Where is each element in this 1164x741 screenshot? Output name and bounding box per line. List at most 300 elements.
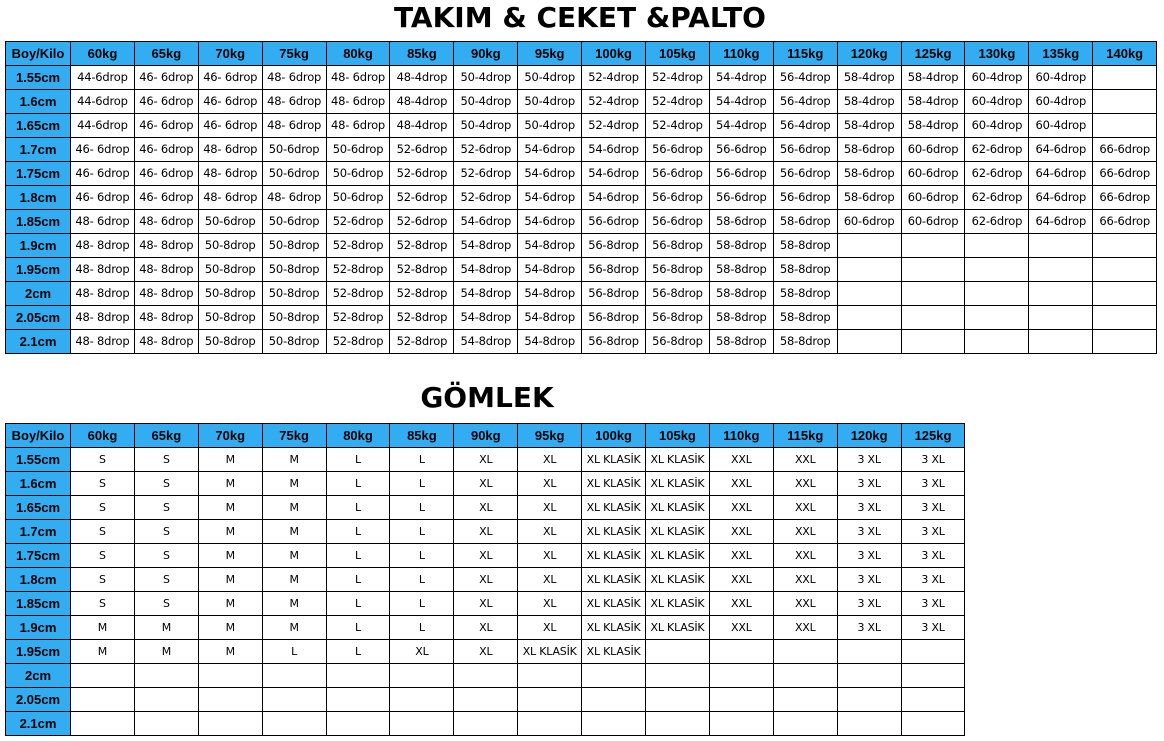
size-cell: 54-6drop [582, 162, 646, 186]
size-cell: XL [518, 616, 582, 640]
size-cell: XL [518, 544, 582, 568]
size-cell [901, 234, 965, 258]
size-cell: 50-8drop [198, 258, 262, 282]
size-cell: 48- 8drop [71, 258, 135, 282]
suit-table-header-row [6, 42, 1157, 66]
size-cell: 50-8drop [262, 258, 326, 282]
weight-header: 60kg [71, 424, 135, 448]
size-cell [390, 664, 454, 688]
size-cell: 56-8drop [646, 258, 710, 282]
size-cell: 50-6drop [262, 162, 326, 186]
size-cell: 3 XL [837, 496, 901, 520]
height-header: 1.6cm [6, 472, 71, 496]
weight-header: 80kg [326, 42, 390, 66]
size-cell: 50-8drop [198, 306, 262, 330]
size-cell: 56-8drop [582, 282, 646, 306]
shirt-size-table [5, 423, 965, 736]
size-cell: S [71, 568, 135, 592]
size-cell: 46- 6drop [198, 114, 262, 138]
size-cell [965, 306, 1029, 330]
weight-header: 115kg [773, 42, 837, 66]
size-cell: XL KLASİK [518, 640, 582, 664]
size-cell: 56-6drop [582, 210, 646, 234]
size-cell: 52-6drop [454, 138, 518, 162]
size-cell: XL KLASİK [646, 568, 710, 592]
size-cell: XL [454, 544, 518, 568]
size-cell: 62-6drop [965, 186, 1029, 210]
size-cell: 50-8drop [262, 282, 326, 306]
size-cell: 3 XL [837, 520, 901, 544]
size-cell: M [262, 520, 326, 544]
size-cell: 3 XL [837, 568, 901, 592]
size-cell [709, 688, 773, 712]
size-cell: 48- 6drop [134, 210, 198, 234]
table-row [6, 114, 1157, 138]
size-cell: 46- 6drop [134, 114, 198, 138]
size-cell: L [390, 496, 454, 520]
size-cell [837, 234, 901, 258]
size-cell: S [134, 544, 198, 568]
size-cell: 3 XL [901, 568, 965, 592]
weight-header: 95kg [518, 424, 582, 448]
size-cell: 56-4drop [773, 66, 837, 90]
size-cell: 58-8drop [773, 306, 837, 330]
size-cell: 46- 6drop [71, 138, 135, 162]
size-cell: 58-4drop [837, 114, 901, 138]
size-cell [901, 688, 965, 712]
size-cell [901, 712, 965, 736]
size-cell: XL [454, 592, 518, 616]
size-cell: L [390, 472, 454, 496]
size-cell: M [198, 640, 262, 664]
size-cell: 48- 8drop [134, 282, 198, 306]
size-cell [965, 282, 1029, 306]
size-cell: 48- 6drop [262, 66, 326, 90]
size-cell: L [326, 496, 390, 520]
size-cell: 54-8drop [454, 330, 518, 354]
height-header: 1.95cm [6, 640, 71, 664]
size-cell: 50-6drop [262, 138, 326, 162]
size-cell: 54-6drop [518, 186, 582, 210]
size-cell [1093, 282, 1157, 306]
size-cell: XL KLASİK [646, 472, 710, 496]
weight-header: 110kg [709, 424, 773, 448]
size-cell: XXL [709, 496, 773, 520]
size-cell: 56-8drop [582, 330, 646, 354]
size-cell: 50-4drop [454, 90, 518, 114]
size-cell: 54-8drop [518, 282, 582, 306]
size-cell [1029, 234, 1093, 258]
size-cell [837, 306, 901, 330]
size-cell: 54-8drop [518, 258, 582, 282]
size-cell [773, 688, 837, 712]
size-cell: 60-4drop [1029, 90, 1093, 114]
size-cell: L [390, 544, 454, 568]
size-cell [901, 330, 965, 354]
size-cell: 3 XL [901, 592, 965, 616]
size-cell: M [198, 616, 262, 640]
size-cell: 3 XL [901, 544, 965, 568]
size-cell: 48- 8drop [134, 258, 198, 282]
weight-header: 70kg [198, 42, 262, 66]
size-cell: 50-6drop [326, 162, 390, 186]
size-cell [646, 664, 710, 688]
height-header: 2.05cm [6, 688, 71, 712]
size-cell [773, 664, 837, 688]
size-cell: 50-6drop [262, 210, 326, 234]
size-cell: XL [518, 520, 582, 544]
height-header: 1.65cm [6, 114, 71, 138]
weight-header: 105kg [646, 424, 710, 448]
size-cell: M [198, 592, 262, 616]
size-cell: 54-6drop [518, 210, 582, 234]
size-cell [1029, 306, 1093, 330]
size-cell: XXL [773, 448, 837, 472]
size-cell: 48-4drop [390, 66, 454, 90]
size-cell [518, 664, 582, 688]
size-cell: M [262, 448, 326, 472]
height-header: 1.7cm [6, 520, 71, 544]
height-header: 1.75cm [6, 544, 71, 568]
size-cell: 52-8drop [390, 234, 454, 258]
height-header: 1.85cm [6, 210, 71, 234]
size-cell: L [326, 544, 390, 568]
size-cell: 50-6drop [326, 138, 390, 162]
height-header: 1.7cm [6, 138, 71, 162]
size-cell: 56-8drop [582, 234, 646, 258]
size-cell: XL [454, 520, 518, 544]
size-cell: XL [454, 448, 518, 472]
size-cell: 52-8drop [390, 330, 454, 354]
size-cell: 56-6drop [646, 186, 710, 210]
size-cell: 66-6drop [1093, 186, 1157, 210]
size-cell: 52-4drop [646, 90, 710, 114]
size-cell: L [326, 640, 390, 664]
size-cell: M [262, 544, 326, 568]
suit-size-table [5, 41, 1157, 354]
size-cell: XL KLASİK [582, 568, 646, 592]
weight-header: 70kg [198, 424, 262, 448]
weight-header: 125kg [901, 424, 965, 448]
size-cell: 48- 8drop [71, 282, 135, 306]
size-cell: XL KLASİK [582, 616, 646, 640]
size-cell: 54-8drop [454, 282, 518, 306]
size-cell: L [326, 568, 390, 592]
table-row [6, 472, 965, 496]
size-cell: 48-4drop [390, 90, 454, 114]
size-cell: 60-4drop [965, 66, 1029, 90]
size-cell: 50-6drop [198, 210, 262, 234]
size-cell: 50-8drop [262, 306, 326, 330]
table-row [6, 162, 1157, 186]
size-cell [837, 330, 901, 354]
size-cell: 54-6drop [518, 162, 582, 186]
size-cell: 60-4drop [965, 90, 1029, 114]
size-cell: S [134, 496, 198, 520]
size-cell: XL KLASİK [646, 592, 710, 616]
size-cell: 52-4drop [646, 66, 710, 90]
size-cell: 56-8drop [646, 330, 710, 354]
size-cell: 52-8drop [326, 234, 390, 258]
size-cell: M [198, 472, 262, 496]
size-cell: XL [390, 640, 454, 664]
size-cell: XL [518, 592, 582, 616]
size-cell: XL [454, 472, 518, 496]
size-cell: 48- 6drop [262, 186, 326, 210]
size-cell: XL KLASİK [582, 520, 646, 544]
size-cell: 54-8drop [454, 258, 518, 282]
height-header: 1.9cm [6, 616, 71, 640]
size-cell: XL KLASİK [646, 520, 710, 544]
size-cell [1093, 66, 1157, 90]
size-cell: XL KLASİK [582, 472, 646, 496]
size-cell [326, 712, 390, 736]
size-cell: 3 XL [901, 496, 965, 520]
size-cell [134, 712, 198, 736]
size-cell: 3 XL [901, 520, 965, 544]
size-cell: XL KLASİK [582, 544, 646, 568]
size-cell: M [198, 520, 262, 544]
size-cell: M [198, 496, 262, 520]
size-cell: 52-8drop [326, 282, 390, 306]
weight-header: 115kg [773, 424, 837, 448]
size-cell: 58-4drop [837, 66, 901, 90]
weight-header: 80kg [326, 424, 390, 448]
size-cell: 50-8drop [198, 234, 262, 258]
size-cell: XXL [709, 616, 773, 640]
table-row [6, 66, 1157, 90]
size-cell: 46- 6drop [134, 186, 198, 210]
size-cell: S [71, 520, 135, 544]
weight-header: 100kg [582, 42, 646, 66]
size-cell: 50-4drop [518, 90, 582, 114]
size-cell: XL KLASİK [646, 616, 710, 640]
size-cell: 60-6drop [901, 162, 965, 186]
size-cell: XL KLASİK [582, 640, 646, 664]
size-cell [198, 688, 262, 712]
size-cell [518, 688, 582, 712]
size-cell: L [262, 640, 326, 664]
size-cell: 52-4drop [582, 66, 646, 90]
size-cell: 66-6drop [1093, 162, 1157, 186]
size-cell: 58-8drop [709, 282, 773, 306]
size-cell [454, 664, 518, 688]
size-cell: 50-4drop [518, 66, 582, 90]
size-cell: 64-6drop [1029, 162, 1093, 186]
size-cell: 52-6drop [454, 162, 518, 186]
size-cell: XL [518, 448, 582, 472]
size-cell: XXL [709, 592, 773, 616]
height-header: 1.75cm [6, 162, 71, 186]
size-cell: XXL [709, 520, 773, 544]
size-cell: 56-6drop [773, 162, 837, 186]
size-cell: 58-6drop [837, 186, 901, 210]
table-row [6, 664, 965, 688]
size-cell [326, 688, 390, 712]
size-cell: L [390, 568, 454, 592]
size-cell: 54-4drop [709, 90, 773, 114]
size-cell: 64-6drop [1029, 138, 1093, 162]
size-cell: 56-8drop [582, 306, 646, 330]
size-cell: 52-8drop [326, 306, 390, 330]
size-cell [901, 640, 965, 664]
size-cell [965, 258, 1029, 282]
size-cell: 3 XL [901, 616, 965, 640]
size-cell: 58-4drop [901, 90, 965, 114]
table-row [6, 282, 1157, 306]
size-cell [901, 282, 965, 306]
size-cell: 3 XL [901, 472, 965, 496]
corner-header: Boy/Kilo [6, 42, 71, 66]
size-cell: 58-8drop [773, 282, 837, 306]
size-cell [326, 664, 390, 688]
weight-header: 75kg [262, 424, 326, 448]
size-cell: 66-6drop [1093, 138, 1157, 162]
size-cell [1093, 114, 1157, 138]
size-cell: XL [454, 496, 518, 520]
size-cell: 54-8drop [518, 234, 582, 258]
size-cell: 48-4drop [390, 114, 454, 138]
size-cell: 56-6drop [646, 138, 710, 162]
size-cell: M [71, 640, 135, 664]
size-cell: 58-8drop [709, 258, 773, 282]
size-cell [262, 664, 326, 688]
size-cell: 3 XL [837, 448, 901, 472]
size-cell [837, 712, 901, 736]
size-cell: 3 XL [837, 616, 901, 640]
size-cell: S [134, 592, 198, 616]
size-cell [709, 712, 773, 736]
size-cell: XXL [709, 544, 773, 568]
size-cell: 54-6drop [582, 186, 646, 210]
size-cell: 58-8drop [709, 330, 773, 354]
size-cell: 48- 8drop [134, 306, 198, 330]
size-cell: 52-8drop [326, 258, 390, 282]
size-cell: 54-8drop [454, 306, 518, 330]
table-row [6, 568, 965, 592]
height-header: 2.1cm [6, 712, 71, 736]
size-cell: 46- 6drop [198, 90, 262, 114]
table-row [6, 258, 1157, 282]
size-cell [71, 688, 135, 712]
size-cell: 48- 6drop [198, 162, 262, 186]
height-header: 2.1cm [6, 330, 71, 354]
size-cell: M [134, 640, 198, 664]
size-cell: 56-6drop [773, 138, 837, 162]
size-cell: 56-8drop [646, 306, 710, 330]
size-cell: S [71, 472, 135, 496]
size-cell: 56-6drop [773, 186, 837, 210]
table-row [6, 138, 1157, 162]
size-cell: 54-8drop [518, 306, 582, 330]
size-cell: L [326, 592, 390, 616]
size-cell: 56-6drop [646, 210, 710, 234]
size-cell: S [71, 544, 135, 568]
size-cell: M [262, 592, 326, 616]
size-cell: 50-4drop [454, 66, 518, 90]
height-header: 1.6cm [6, 90, 71, 114]
size-cell: XL KLASİK [582, 496, 646, 520]
weight-header: 110kg [709, 42, 773, 66]
size-cell: XL KLASİK [646, 496, 710, 520]
size-cell: 52-8drop [390, 306, 454, 330]
size-cell [1093, 234, 1157, 258]
table-row [6, 330, 1157, 354]
size-cell: 46- 6drop [134, 138, 198, 162]
size-cell: 56-6drop [709, 138, 773, 162]
size-cell: 54-6drop [518, 138, 582, 162]
size-cell: XL [454, 568, 518, 592]
height-header: 1.8cm [6, 568, 71, 592]
size-cell: M [198, 568, 262, 592]
size-cell: 50-8drop [198, 330, 262, 354]
table-row [6, 306, 1157, 330]
size-cell: 46- 6drop [71, 186, 135, 210]
size-cell: 60-4drop [1029, 66, 1093, 90]
size-cell [198, 664, 262, 688]
weight-header: 140kg [1093, 42, 1157, 66]
size-cell: 48- 6drop [198, 186, 262, 210]
size-cell: 46- 6drop [198, 66, 262, 90]
size-cell: L [390, 592, 454, 616]
size-cell: 46- 6drop [134, 66, 198, 90]
weight-header: 85kg [390, 42, 454, 66]
size-cell: 56-8drop [582, 258, 646, 282]
size-cell: 48- 6drop [262, 114, 326, 138]
size-cell: 50-8drop [262, 234, 326, 258]
size-cell: 3 XL [901, 448, 965, 472]
size-cell: XL KLASİK [646, 448, 710, 472]
table-row [6, 544, 965, 568]
size-cell [262, 688, 326, 712]
size-cell: 50-8drop [198, 282, 262, 306]
size-cell: 58-8drop [773, 258, 837, 282]
size-cell: M [262, 496, 326, 520]
size-cell: 50-4drop [518, 114, 582, 138]
table-row [6, 640, 965, 664]
size-cell: S [134, 520, 198, 544]
size-cell: 50-8drop [262, 330, 326, 354]
size-cell: 52-6drop [326, 210, 390, 234]
size-cell: 48- 6drop [198, 138, 262, 162]
table-row [6, 496, 965, 520]
weight-header: 95kg [518, 42, 582, 66]
size-cell: 56-6drop [709, 162, 773, 186]
size-cell: XL [518, 496, 582, 520]
size-cell [837, 688, 901, 712]
size-cell: XL [454, 640, 518, 664]
size-cell: 58-4drop [901, 66, 965, 90]
size-cell [1029, 258, 1093, 282]
size-cell: 52-8drop [390, 282, 454, 306]
size-cell: S [134, 472, 198, 496]
size-cell: 58-6drop [837, 162, 901, 186]
height-header: 1.95cm [6, 258, 71, 282]
size-cell: 62-6drop [965, 162, 1029, 186]
size-cell [646, 712, 710, 736]
size-cell: M [262, 616, 326, 640]
size-cell: 52-8drop [326, 330, 390, 354]
size-cell: S [71, 592, 135, 616]
size-cell: XL [518, 472, 582, 496]
size-cell: XL KLASİK [582, 592, 646, 616]
size-cell: XXL [773, 472, 837, 496]
table-row [6, 186, 1157, 210]
table-row [6, 90, 1157, 114]
size-cell: 52-6drop [390, 186, 454, 210]
size-cell [454, 688, 518, 712]
size-cell: 52-8drop [390, 258, 454, 282]
